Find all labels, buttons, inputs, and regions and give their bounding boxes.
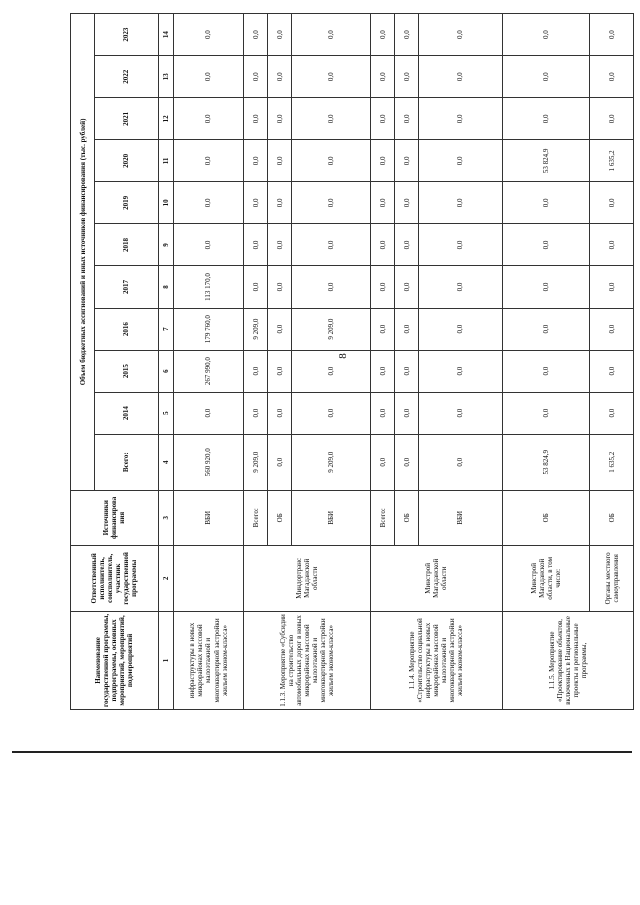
column-number: 13 [158, 56, 173, 98]
column-number: 2 [158, 545, 173, 611]
column-number: 12 [158, 98, 173, 140]
header-responsible: Ответственный исполнитель, соисполнитель, участник государственной программы [71, 545, 159, 611]
row-value: 0,0 [268, 56, 292, 98]
row-value: 0,0 [419, 392, 502, 434]
row-value: 0,0 [502, 56, 590, 98]
row-value: 0,0 [590, 14, 634, 56]
row-value: 0,0 [173, 224, 243, 266]
header-year: 2019 [95, 182, 159, 224]
row-value: 0,0 [173, 98, 243, 140]
table-row [173, 14, 243, 710]
row-value: 0,0 [244, 266, 268, 308]
row-value: 0,0 [395, 434, 419, 490]
row-value: 0,0 [292, 56, 371, 98]
column-number-row [158, 14, 173, 710]
row-responsible-sub: Органы местного самоуправления [590, 545, 634, 611]
row-value: 0,0 [292, 392, 371, 434]
row-value: 0,0 [395, 14, 419, 56]
row-value: 0,0 [371, 14, 395, 56]
row-value: 560 920,0 [173, 434, 243, 490]
row-source: ОБ [395, 490, 419, 545]
row-value: 9 209,0 [244, 434, 268, 490]
column-number: 6 [158, 350, 173, 392]
row-value: 0,0 [292, 350, 371, 392]
row-value: 0,0 [292, 266, 371, 308]
row-value: 0,0 [395, 140, 419, 182]
row-value: 0,0 [244, 224, 268, 266]
row-value: 0,0 [268, 266, 292, 308]
row-value: 0,0 [395, 182, 419, 224]
column-number: 7 [158, 308, 173, 350]
row-value: 0,0 [244, 56, 268, 98]
row-source: ОБ [590, 490, 634, 545]
column-number: 1 [158, 611, 173, 709]
row-value: 0,0 [419, 434, 502, 490]
row-value: 0,0 [244, 140, 268, 182]
header-total: Всего: [95, 434, 159, 490]
row-value: 0,0 [590, 308, 634, 350]
row-value: 179 760,0 [173, 308, 243, 350]
table-row [590, 14, 634, 710]
row-value: 0,0 [395, 308, 419, 350]
row-value: 0,0 [590, 266, 634, 308]
column-number: 4 [158, 434, 173, 490]
row-source: ВБИ [173, 490, 243, 545]
row-value: 0,0 [173, 140, 243, 182]
row-value: 0,0 [590, 56, 634, 98]
column-number: 9 [158, 224, 173, 266]
row-value: 53 824,9 [502, 140, 590, 182]
table-row [244, 14, 268, 710]
column-number: 3 [158, 490, 173, 545]
row-value: 0,0 [395, 224, 419, 266]
row-value: 1 635,2 [590, 434, 634, 490]
row-responsible: Минстрой Магаданской области [371, 545, 502, 611]
row-value: 0,0 [395, 56, 419, 98]
row-value: 0,0 [502, 350, 590, 392]
row-value: 267 990,0 [173, 350, 243, 392]
header-year: 2020 [95, 140, 159, 182]
row-value: 9 209,0 [244, 308, 268, 350]
row-value: 0,0 [292, 14, 371, 56]
row-value: 0,0 [502, 308, 590, 350]
row-value: 0,0 [371, 140, 395, 182]
row-value: 9 209,0 [292, 308, 371, 350]
row-source: ОБ [268, 490, 292, 545]
row-value: 0,0 [419, 56, 502, 98]
row-value: 1 635,2 [590, 140, 634, 182]
row-value: 0,0 [590, 98, 634, 140]
row-value: 0,0 [268, 392, 292, 434]
row-value: 0,0 [173, 56, 243, 98]
row-value: 0,0 [419, 140, 502, 182]
row-value: 0,0 [419, 224, 502, 266]
financing-table [70, 13, 634, 710]
row-value: 0,0 [371, 308, 395, 350]
row-value: 0,0 [502, 266, 590, 308]
row-name: 1.1.4. Мероприятие «Строительство социальной инфраструктуры в новых микрорайонах массовой малоэтажной и многоквартирной застройки жильем эконом-класса» [371, 611, 502, 709]
row-value: 0,0 [371, 98, 395, 140]
row-value: 0,0 [502, 98, 590, 140]
row-value: 113 170,0 [173, 266, 243, 308]
row-value: 0,0 [590, 392, 634, 434]
row-value: 0,0 [395, 266, 419, 308]
row-name: 1.1.5. Мероприятие «Проектирование объектов, включенных в Национальные проекты и региональные программы, [502, 611, 634, 709]
row-value: 0,0 [268, 434, 292, 490]
row-value: 0,0 [419, 308, 502, 350]
row-source: ВБИ [292, 490, 371, 545]
row-value: 0,0 [502, 392, 590, 434]
column-number: 5 [158, 392, 173, 434]
row-value: 0,0 [268, 140, 292, 182]
row-value: 0,0 [419, 266, 502, 308]
row-value: 0,0 [502, 224, 590, 266]
header-name: Наименование государственной программы, подпрограммы, основных мероприятий, мероприятий, подмероприятий [71, 611, 159, 709]
row-value: 0,0 [268, 308, 292, 350]
row-value: 0,0 [419, 350, 502, 392]
row-value: 0,0 [371, 392, 395, 434]
row-value: 9 209,0 [292, 434, 371, 490]
page-number: 8 [336, 353, 349, 359]
header-year: 2022 [95, 56, 159, 98]
row-value: 0,0 [419, 14, 502, 56]
row-name: 1.1.3. Мероприятие «Субсидии на строительство автомобильных дорог в новых микрорайонах массовой малоэтажной и многоквартирной застройки жильем эконом-класса» [244, 611, 371, 709]
column-number: 8 [158, 266, 173, 308]
row-value: 0,0 [395, 98, 419, 140]
row-source: ОБ [502, 490, 590, 545]
row-value: 0,0 [371, 182, 395, 224]
row-value: 0,0 [395, 392, 419, 434]
row-responsible: Миндортранс Магаданской области [244, 545, 371, 611]
row-value: 0,0 [268, 224, 292, 266]
row-value: 0,0 [371, 266, 395, 308]
header-year: 2017 [95, 266, 159, 308]
row-value: 0,0 [244, 392, 268, 434]
row-value: 0,0 [292, 224, 371, 266]
row-value: 53 824,9 [502, 434, 590, 490]
column-number: 14 [158, 14, 173, 56]
row-source: ВБИ [419, 490, 502, 545]
row-value: 0,0 [292, 140, 371, 182]
row-value: 0,0 [244, 14, 268, 56]
row-value: 0,0 [371, 224, 395, 266]
row-value: 0,0 [292, 182, 371, 224]
row-value: 0,0 [173, 182, 243, 224]
row-value: 0,0 [419, 98, 502, 140]
row-source: Всего: [371, 490, 395, 545]
row-value: 0,0 [371, 350, 395, 392]
row-value: 0,0 [268, 98, 292, 140]
row-value: 0,0 [244, 350, 268, 392]
row-value: 0,0 [502, 14, 590, 56]
row-value: 0,0 [502, 182, 590, 224]
column-number: 10 [158, 182, 173, 224]
row-responsible: Минстрой Магаданской области, в том числе: [502, 545, 590, 611]
table-header-row [71, 14, 95, 710]
row-source: Всего: [244, 490, 268, 545]
row-value: 0,0 [371, 434, 395, 490]
row-name: инфраструктуры в новых микрорайонах массовой малоэтажной и многоквартирной застройки жильем эконом-класса» [173, 611, 243, 709]
row-value: 0,0 [419, 182, 502, 224]
header-year: 2021 [95, 98, 159, 140]
row-value: 0,0 [173, 14, 243, 56]
row-value: 0,0 [590, 224, 634, 266]
table-row [502, 14, 590, 710]
header-source: Источники финансирова ния [71, 490, 159, 545]
row-value: 0,0 [268, 14, 292, 56]
row-value: 0,0 [268, 182, 292, 224]
row-responsible [173, 545, 243, 611]
row-value: 0,0 [268, 350, 292, 392]
header-funding-group: Объем бюджетных ассигнований и иных источников финансирования (тыс. рублей) [71, 14, 95, 491]
row-value: 0,0 [244, 182, 268, 224]
column-number: 11 [158, 140, 173, 182]
row-value: 0,0 [292, 98, 371, 140]
horizontal-divider [12, 751, 632, 753]
row-value: 0,0 [244, 98, 268, 140]
header-year: 2015 [95, 350, 159, 392]
row-value: 0,0 [371, 56, 395, 98]
header-year: 2023 [95, 14, 159, 56]
table-row [371, 14, 395, 710]
row-value: 0,0 [395, 350, 419, 392]
row-value: 0,0 [590, 182, 634, 224]
rotated-table [70, 13, 634, 710]
row-value: 0,0 [590, 350, 634, 392]
header-year: 2016 [95, 308, 159, 350]
header-year: 2018 [95, 224, 159, 266]
header-year: 2014 [95, 392, 159, 434]
row-value: 0,0 [173, 392, 243, 434]
